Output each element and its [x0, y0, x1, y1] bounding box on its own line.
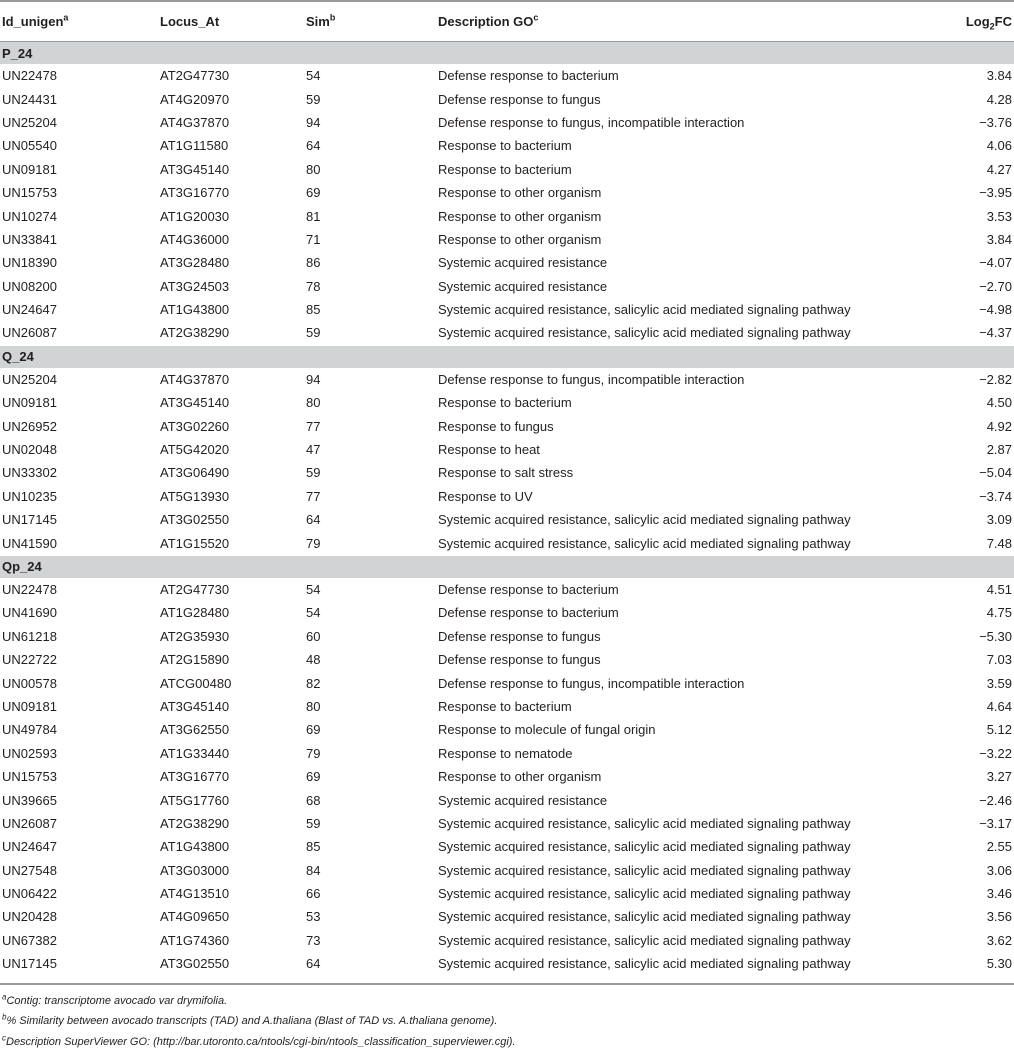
- table-row: [0, 228, 1014, 251]
- cell-id-unigen: UN26087: [2, 325, 57, 341]
- cell-description-go: Systemic acquired resistance, salicylic acid mediated signaling pathway: [438, 535, 851, 551]
- cell-description-go: Response to bacterium: [438, 161, 572, 177]
- cell-log2fc: 4.27: [986, 161, 1012, 177]
- cell-description-go: Systemic acquired resistance: [438, 255, 608, 271]
- cell-sim: 54: [306, 582, 321, 597]
- cell-locus-at: ATCG00480: [160, 675, 232, 691]
- cell-locus-at: AT4G36000: [160, 231, 230, 247]
- cell-log2fc: −4.37: [979, 325, 1012, 341]
- cell-log2fc: 3.84: [986, 68, 1012, 84]
- cell-description-go: Response to heat: [438, 442, 540, 458]
- cell-sim: 86: [306, 255, 321, 271]
- cell-sim: 48: [306, 652, 321, 668]
- table-footnotes: [0, 985, 1014, 1052]
- cell-id-unigen: UN26952: [2, 418, 57, 434]
- table-header: [0, 2, 1014, 42]
- table-row: [0, 578, 1014, 601]
- cell-id-unigen: UN20428: [2, 909, 57, 925]
- cell-description-go: Defense response to bacterium: [438, 68, 619, 84]
- cell-locus-at: AT1G20030: [160, 208, 230, 224]
- section-row: [0, 345, 1014, 368]
- table-row: [0, 531, 1014, 555]
- cell-log2fc: −3.22: [979, 745, 1012, 761]
- cell-description-go: Systemic acquired resistance, salicylic acid mediated signaling pathway: [438, 956, 851, 972]
- cell-description-go: Response to other organism: [438, 231, 602, 247]
- cell-id-unigen: UN17145: [2, 512, 57, 528]
- cell-sim: 69: [306, 722, 321, 738]
- cell-sim: 69: [306, 185, 321, 201]
- cell-id-unigen: UN15753: [2, 769, 57, 785]
- cell-log2fc: 4.64: [986, 698, 1012, 714]
- cell-sim: 77: [306, 418, 321, 434]
- table-row: [0, 485, 1014, 508]
- table-row: [0, 111, 1014, 134]
- cell-log2fc: −5.30: [979, 628, 1012, 644]
- cell-locus-at: AT3G16770: [160, 769, 230, 785]
- cell-sim: 80: [306, 161, 321, 177]
- cell-id-unigen: UN27548: [2, 862, 57, 878]
- cell-locus-at: AT3G02550: [160, 512, 230, 528]
- cell-id-unigen: UN24647: [2, 839, 57, 855]
- cell-sim: 85: [306, 302, 321, 318]
- cell-description-go: Defense response to fungus, incompatible interaction: [438, 114, 745, 130]
- cell-sim: 78: [306, 278, 321, 294]
- cell-id-unigen: UN26087: [2, 815, 57, 831]
- cell-log2fc: 4.75: [986, 605, 1012, 621]
- cell-log2fc: 4.51: [986, 582, 1012, 597]
- cell-log2fc: 2.87: [986, 442, 1012, 458]
- cell-description-go: Response to molecule of fungal origin: [438, 722, 656, 738]
- cell-id-unigen: UN61218: [2, 628, 57, 644]
- footnote-text: Contig: transcriptome avocado var drymifolia.: [6, 994, 228, 1007]
- cell-log2fc: 7.03: [986, 652, 1012, 668]
- table-row: [0, 438, 1014, 461]
- cell-id-unigen: UN39665: [2, 792, 57, 808]
- cell-description-go: Response to other organism: [438, 208, 602, 224]
- table-row: [0, 368, 1014, 391]
- column-header-log2fc: Log$_2$FC: [914, 2, 1014, 42]
- cell-id-unigen: UN17145: [2, 956, 57, 972]
- table-row: [0, 87, 1014, 110]
- cell-log2fc: 5.12: [986, 722, 1012, 738]
- cell-id-unigen: UN25204: [2, 114, 57, 130]
- cell-locus-at: AT2G47730: [160, 582, 230, 597]
- cell-description-go: Defense response to fungus: [438, 628, 601, 644]
- section-label: Qp_24: [0, 555, 1014, 578]
- table-row: [0, 204, 1014, 227]
- cell-description-go: Response to bacterium: [438, 138, 572, 154]
- footnote-mark-c: c: [533, 12, 539, 23]
- cell-sim: 82: [306, 675, 321, 691]
- table-row: [0, 695, 1014, 718]
- cell-locus-at: AT4G20970: [160, 91, 230, 107]
- table-row: [0, 882, 1014, 905]
- cell-locus-at: AT1G33440: [160, 745, 230, 761]
- cell-id-unigen: UN33302: [2, 465, 57, 481]
- column-header-sim: Sim$^b$: [304, 2, 436, 42]
- cell-description-go: Systemic acquired resistance, salicylic acid mediated signaling pathway: [438, 302, 851, 318]
- cell-sim: 79: [306, 535, 321, 551]
- cell-sim: 47: [306, 442, 321, 458]
- cell-id-unigen: UN09181: [2, 395, 57, 411]
- cell-log2fc: 3.53: [986, 208, 1012, 224]
- cell-description-go: Response to UV: [438, 488, 533, 504]
- cell-description-go: Response to other organism: [438, 769, 602, 785]
- footnote-c: [2, 1032, 1014, 1052]
- cell-log2fc: 3.27: [986, 769, 1012, 785]
- cell-sim: 68: [306, 792, 321, 808]
- cell-sim: 79: [306, 745, 321, 761]
- footnote-marker: b: [2, 1012, 7, 1022]
- cell-log2fc: −2.46: [979, 792, 1012, 808]
- table-body: [0, 42, 1014, 976]
- footnote-text: % Similarity between avocado transcripts (TAD) and A.thaliana (Blast of TAD vs. A.thaliana genome).: [6, 1015, 498, 1028]
- cell-description-go: Systemic acquired resistance, salicylic acid mediated signaling pathway: [438, 325, 851, 341]
- column-header-description-go: Description $GO^c$: [436, 2, 914, 42]
- cell-sim: 81: [306, 208, 321, 224]
- table-row: [0, 788, 1014, 811]
- cell-locus-at: AT4G37870: [160, 114, 230, 130]
- cell-log2fc: 3.06: [986, 862, 1012, 878]
- cell-locus-at: AT4G13510: [160, 886, 230, 902]
- cell-sim: 94: [306, 114, 321, 130]
- cell-id-unigen: UN22722: [2, 652, 57, 668]
- cell-sim: 53: [306, 909, 321, 925]
- cell-locus-at: AT5G17760: [160, 792, 230, 808]
- cell-id-unigen: UN33841: [2, 231, 57, 247]
- cell-description-go: Response to nematode: [438, 745, 573, 761]
- cell-sim: 54: [306, 68, 321, 84]
- cell-locus-at: AT1G43800: [160, 302, 230, 318]
- cell-id-unigen: UN06422: [2, 886, 57, 902]
- cell-log2fc: 4.50: [986, 395, 1012, 411]
- cell-description-go: Response to salt stress: [438, 465, 574, 481]
- cell-locus-at: AT1G74360: [160, 932, 230, 948]
- cell-description-go: Systemic acquired resistance, salicylic acid mediated signaling pathway: [438, 512, 851, 528]
- cell-id-unigen: UN09181: [2, 161, 57, 177]
- table-row: [0, 158, 1014, 181]
- cell-sim: 80: [306, 395, 321, 411]
- cell-locus-at: AT4G09650: [160, 909, 230, 925]
- cell-locus-at: AT3G28480: [160, 255, 230, 271]
- cell-sim: 85: [306, 839, 321, 855]
- cell-description-go: Systemic acquired resistance, salicylic acid mediated signaling pathway: [438, 909, 851, 925]
- cell-id-unigen: UN24431: [2, 91, 57, 107]
- cell-sim: 94: [306, 371, 321, 387]
- cell-log2fc: 3.59: [986, 675, 1012, 691]
- footnote-marker: a: [2, 992, 7, 1002]
- cell-id-unigen: UN15753: [2, 185, 57, 201]
- cell-log2fc: −2.82: [979, 371, 1012, 387]
- table-row: [0, 251, 1014, 274]
- cell-id-unigen: UN22478: [2, 68, 57, 84]
- table-row: [0, 298, 1014, 321]
- cell-id-unigen: UN02593: [2, 745, 57, 761]
- cell-description-go: Defense response to bacterium: [438, 605, 619, 621]
- footnote-b: [2, 1011, 1014, 1031]
- cell-locus-at: AT5G13930: [160, 488, 230, 504]
- cell-log2fc: −5.04: [979, 465, 1012, 481]
- cell-log2fc: −3.95: [979, 185, 1012, 201]
- cell-id-unigen: UN00578: [2, 675, 57, 691]
- cell-log2fc: 3.84: [986, 231, 1012, 247]
- cell-description-go: Systemic acquired resistance, salicylic acid mediated signaling pathway: [438, 839, 851, 855]
- cell-id-unigen: UN10274: [2, 208, 57, 224]
- cell-log2fc: 3.46: [986, 886, 1012, 902]
- column-header-id-unigen: Id_unigen$^a$: [0, 2, 158, 42]
- section-row: [0, 555, 1014, 578]
- cell-id-unigen: UN22478: [2, 582, 57, 597]
- table-row: [0, 765, 1014, 788]
- table-row: [0, 625, 1014, 648]
- footnote-marker: c: [2, 1033, 6, 1043]
- cell-id-unigen: UN67382: [2, 932, 57, 948]
- cell-log2fc: 3.56: [986, 909, 1012, 925]
- header-row: [0, 2, 1014, 42]
- cell-description-go: Systemic acquired resistance: [438, 792, 608, 808]
- cell-locus-at: AT1G15520: [160, 535, 230, 551]
- table-row: [0, 134, 1014, 157]
- cell-locus-at: AT3G24503: [160, 278, 230, 294]
- cell-log2fc: −4.07: [979, 255, 1012, 271]
- cell-sim: 64: [306, 512, 321, 528]
- cell-sim: 54: [306, 605, 321, 621]
- footnote-a: [2, 991, 1014, 1011]
- cell-locus-at: AT2G38290: [160, 325, 230, 341]
- cell-locus-at: AT5G42020: [160, 442, 230, 458]
- column-header-locus-at: Locus_At: [158, 2, 304, 42]
- footnote-mark-b: b: [329, 12, 336, 23]
- cell-sim: 59: [306, 325, 321, 341]
- cell-log2fc: 4.28: [986, 91, 1012, 107]
- cell-description-go: Defense response to fungus, incompatible interaction: [438, 371, 745, 387]
- cell-locus-at: AT2G47730: [160, 68, 230, 84]
- cell-sim: 60: [306, 628, 321, 644]
- cell-locus-at: AT3G02260: [160, 418, 230, 434]
- table-row: [0, 952, 1014, 975]
- cell-sim: 59: [306, 91, 321, 107]
- cell-id-unigen: UN09181: [2, 698, 57, 714]
- cell-log2fc: 4.06: [986, 138, 1012, 154]
- cell-locus-at: AT3G06490: [160, 465, 230, 481]
- table-row: [0, 601, 1014, 624]
- cell-locus-at: AT3G45140: [160, 395, 230, 411]
- cell-description-go: Response to bacterium: [438, 698, 572, 714]
- cell-id-unigen: UN08200: [2, 278, 57, 294]
- cell-sim: 84: [306, 862, 321, 878]
- cell-log2fc: −3.17: [979, 815, 1012, 831]
- cell-description-go: Defense response to fungus: [438, 91, 601, 107]
- table-row: [0, 275, 1014, 298]
- table-row: [0, 742, 1014, 765]
- section-label: P_24: [0, 42, 1014, 65]
- footnote-text: Description SuperViewer GO: (http://bar.utoronto.ca/ntools/cgi-bin/ntools_classification_superviewer.cgi).: [6, 1035, 516, 1048]
- table-row: [0, 859, 1014, 882]
- cell-description-go: Response to fungus: [438, 418, 554, 434]
- cell-sim: 59: [306, 465, 321, 481]
- cell-log2fc: 7.48: [986, 535, 1012, 551]
- cell-sim: 71: [306, 231, 321, 247]
- cell-sim: 69: [306, 769, 321, 785]
- cell-sim: 77: [306, 488, 321, 504]
- cell-locus-at: AT1G11580: [160, 138, 229, 154]
- cell-sim: 73: [306, 932, 321, 948]
- cell-locus-at: AT3G45140: [160, 698, 230, 714]
- table-row: [0, 835, 1014, 858]
- cell-id-unigen: UN41590: [2, 535, 57, 551]
- cell-description-go: Systemic acquired resistance, salicylic acid mediated signaling pathway: [438, 862, 851, 878]
- cell-description-go: Defense response to fungus: [438, 652, 601, 668]
- cell-log2fc: 2.55: [986, 839, 1012, 855]
- cell-id-unigen: UN25204: [2, 371, 57, 387]
- cell-description-go: Response to other organism: [438, 185, 602, 201]
- cell-id-unigen: UN02048: [2, 442, 57, 458]
- cell-locus-at: AT1G43800: [160, 839, 230, 855]
- cell-locus-at: AT3G03000: [160, 862, 230, 878]
- table-row: [0, 812, 1014, 835]
- cell-log2fc: 4.92: [986, 418, 1012, 434]
- cell-locus-at: AT2G38290: [160, 815, 230, 831]
- cell-description-go: Systemic acquired resistance, salicylic acid mediated signaling pathway: [438, 886, 851, 902]
- cell-log2fc: −3.74: [979, 488, 1012, 504]
- cell-sim: 64: [306, 138, 321, 154]
- cell-log2fc: 3.62: [986, 932, 1012, 948]
- cell-sim: 66: [306, 886, 321, 902]
- footnote-mark-a: a: [63, 12, 69, 23]
- cell-locus-at: AT3G62550: [160, 722, 230, 738]
- table-row: [0, 414, 1014, 437]
- cell-locus-at: AT3G45140: [160, 161, 230, 177]
- table-row: [0, 718, 1014, 741]
- cell-sim: 80: [306, 698, 321, 714]
- cell-description-go: Systemic acquired resistance, salicylic acid mediated signaling pathway: [438, 932, 851, 948]
- cell-log2fc: 3.09: [986, 512, 1012, 528]
- table-row: [0, 648, 1014, 671]
- cell-description-go: Systemic acquired resistance: [438, 278, 608, 294]
- cell-locus-at: AT3G16770: [160, 185, 230, 201]
- cell-sim: 59: [306, 815, 321, 831]
- table-row: [0, 905, 1014, 928]
- cell-description-go: Defense response to fungus, incompatible interaction: [438, 675, 745, 691]
- cell-log2fc: −3.76: [979, 114, 1012, 130]
- table-row: [0, 181, 1014, 204]
- table-row: [0, 64, 1014, 87]
- cell-log2fc: −2.70: [979, 278, 1012, 294]
- cell-id-unigen: UN24647: [2, 302, 57, 318]
- cell-description-go: Response to bacterium: [438, 395, 572, 411]
- table-row: [0, 461, 1014, 484]
- cell-description-go: Defense response to bacterium: [438, 582, 619, 597]
- table-row: [0, 508, 1014, 531]
- table-row: [0, 671, 1014, 694]
- cell-locus-at: AT2G35930: [160, 628, 230, 644]
- cell-description-go: Systemic acquired resistance, salicylic acid mediated signaling pathway: [438, 815, 851, 831]
- table-row: [0, 321, 1014, 345]
- data-table: [0, 2, 1014, 975]
- cell-locus-at: AT3G02550: [160, 956, 230, 972]
- cell-log2fc: 5.30: [986, 956, 1012, 972]
- cell-locus-at: AT2G15890: [160, 652, 230, 668]
- cell-locus-at: AT1G28480: [160, 605, 230, 621]
- section-row: [0, 42, 1014, 65]
- table-row: [0, 391, 1014, 414]
- cell-id-unigen: UN49784: [2, 722, 57, 738]
- cell-id-unigen: UN18390: [2, 255, 57, 271]
- table-row: [0, 929, 1014, 952]
- cell-sim: 64: [306, 956, 321, 972]
- cell-id-unigen: UN41690: [2, 605, 57, 621]
- cell-id-unigen: UN10235: [2, 488, 57, 504]
- section-label: Q_24: [0, 345, 1014, 368]
- cell-log2fc: −4.98: [979, 302, 1012, 318]
- cell-locus-at: AT4G37870: [160, 371, 230, 387]
- cell-id-unigen: UN05540: [2, 138, 57, 154]
